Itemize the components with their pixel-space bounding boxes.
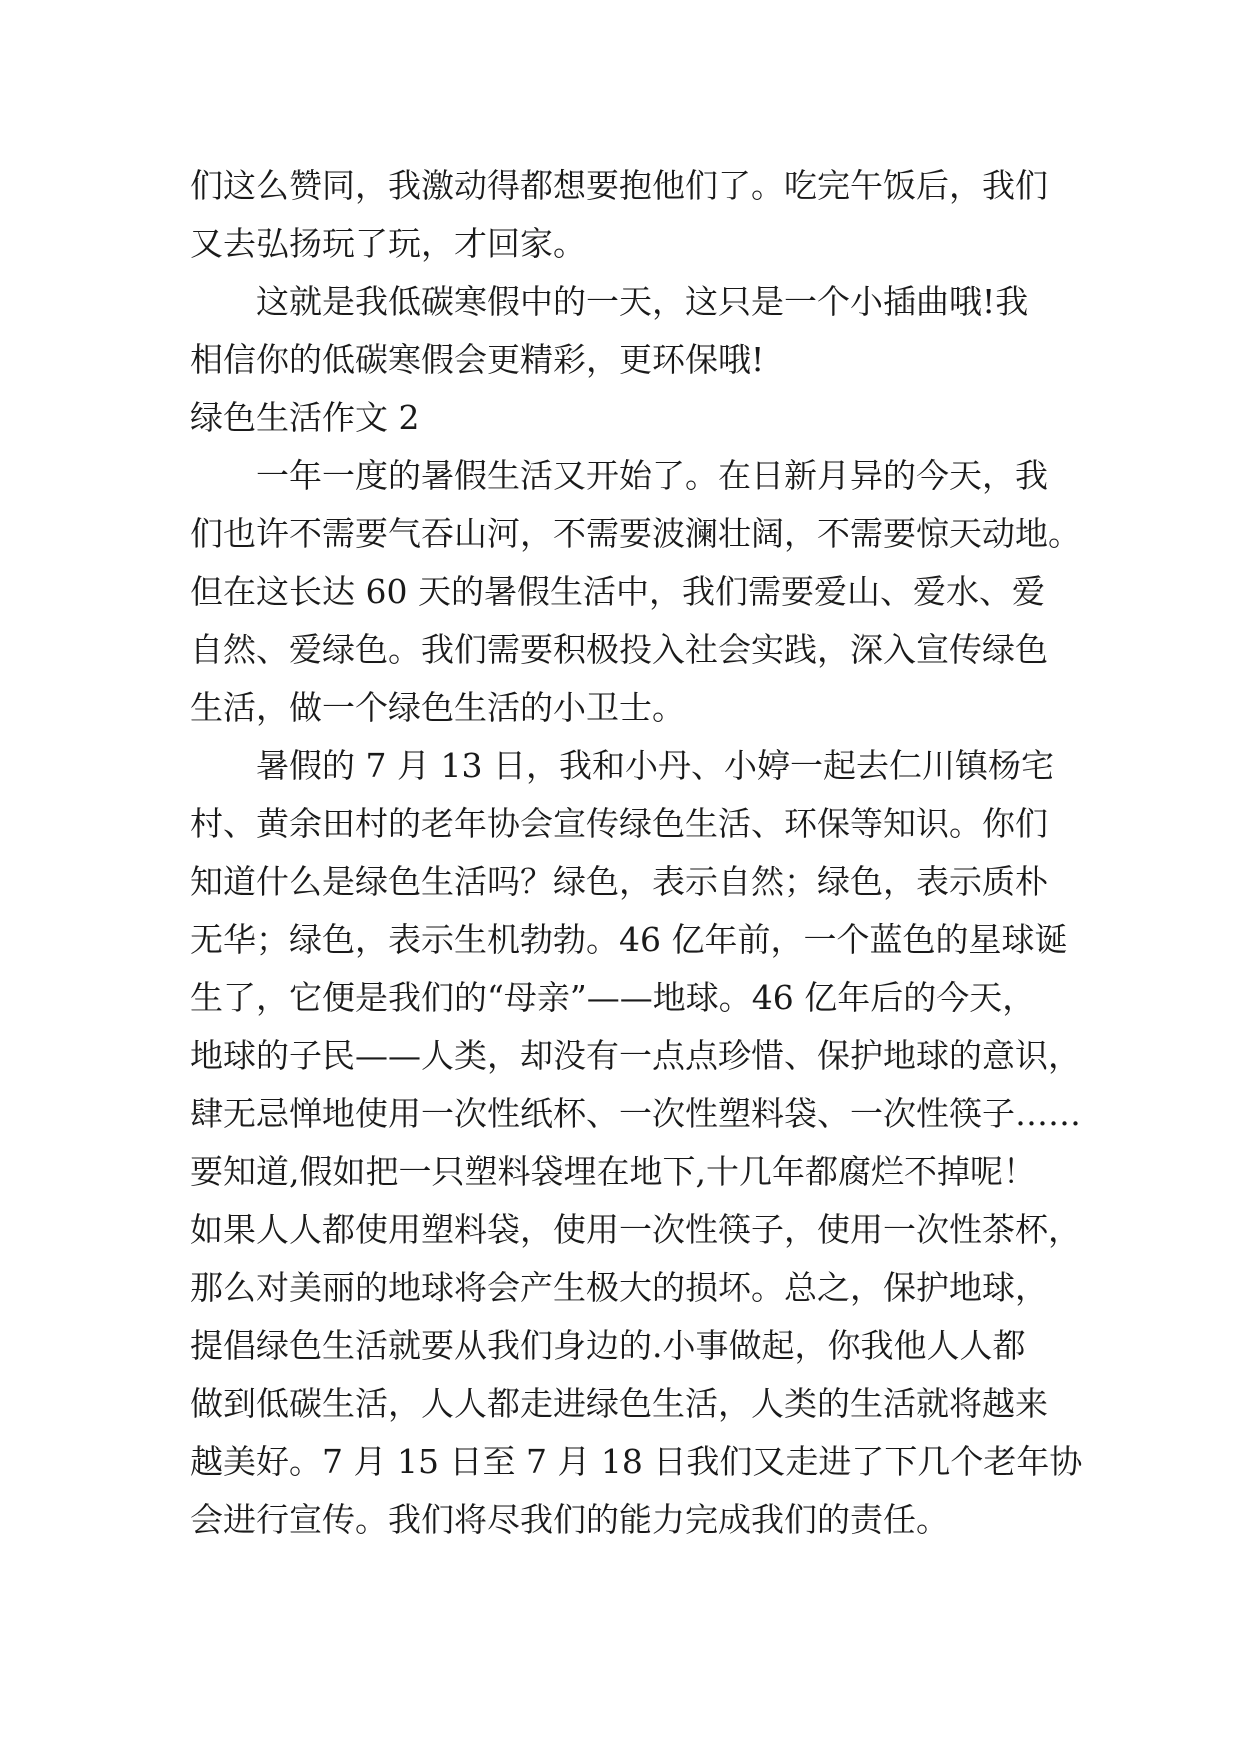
text-line: 暑假的 7 月 13 日，我和小丹、小婷一起去仁川镇杨宅 <box>256 746 1054 785</box>
text-line: 村、黄余田村的老年协会宣传绿色生活、环保等知识。你们 <box>190 804 1048 843</box>
intro-paragraph <box>190 157 1050 273</box>
text-line: 无华；绿色，表示生机勃勃。46 亿年前，一个蓝色的星球诞 <box>190 920 1068 959</box>
text-line: 相信你的低碳寒假会更精彩，更环保哦! <box>190 340 765 379</box>
text-line: 生了，它便是我们的“母亲”——地球。46 亿年后的今天， <box>190 978 1036 1017</box>
text-line: 提倡绿色生活就要从我们身边的.小事做起，你我他人人都 <box>190 1326 1026 1365</box>
text-line: 自然、爱绿色。我们需要积极投入社会实践，深入宣传绿色 <box>190 630 1048 669</box>
text-line: 但在这长达 60 天的暑假生活中，我们需要爱山、爱水、爱 <box>190 572 1045 611</box>
text-line: 们也许不需要气吞山河，不需要波澜壮阔，不需要惊天动地。 <box>190 514 1081 553</box>
text-line: 地球的子民——人类，却没有一点点珍惜、保护地球的意识， <box>190 1036 1081 1075</box>
text-line: 肆无忌惮地使用一次性纸杯、一次性塑料袋、一次性筷子…… <box>190 1094 1081 1133</box>
text-line: 们这么赞同，我激动得都想要抱他们了。吃完午饭后，我们 <box>190 166 1048 205</box>
section-heading: 绿色生活作文 2 <box>190 398 420 437</box>
text-line: 那么对美丽的地球将会产生极大的损坏。总之，保护地球， <box>190 1268 1048 1307</box>
text-line: 知道什么是绿色生活吗？绿色，表示自然；绿色，表示质朴 <box>190 862 1048 901</box>
text-line: 做到低碳生活，人人都走进绿色生活，人类的生活就将越来 <box>190 1384 1048 1423</box>
text-line: 一年一度的暑假生活又开始了。在日新月异的今天，我 <box>256 456 1048 495</box>
text-line: 如果人人都使用塑料袋，使用一次性筷子，使用一次性茶杯， <box>190 1210 1081 1249</box>
text-line: 要知道,假如把一只塑料袋埋在地下,十几年都腐烂不掉呢！ <box>190 1152 1036 1191</box>
text-line: 越美好。7 月 15 日至 7 月 18 日我们又走进了下几个老年协 <box>190 1442 1083 1481</box>
document-body <box>190 157 1083 1549</box>
paragraph-green-campaign <box>190 737 1083 1549</box>
text-line: 又去弘扬玩了玩，才回家。 <box>190 224 586 263</box>
text-line: 这就是我低碳寒假中的一天，这只是一个小插曲哦!我 <box>256 282 1029 321</box>
closing-paragraph <box>190 273 1050 389</box>
text-line: 生活，做一个绿色生活的小卫士。 <box>190 688 685 727</box>
text-line: 会进行宣传。我们将尽我们的能力完成我们的责任。 <box>190 1500 949 1539</box>
paragraph-summer-life <box>190 447 1081 737</box>
